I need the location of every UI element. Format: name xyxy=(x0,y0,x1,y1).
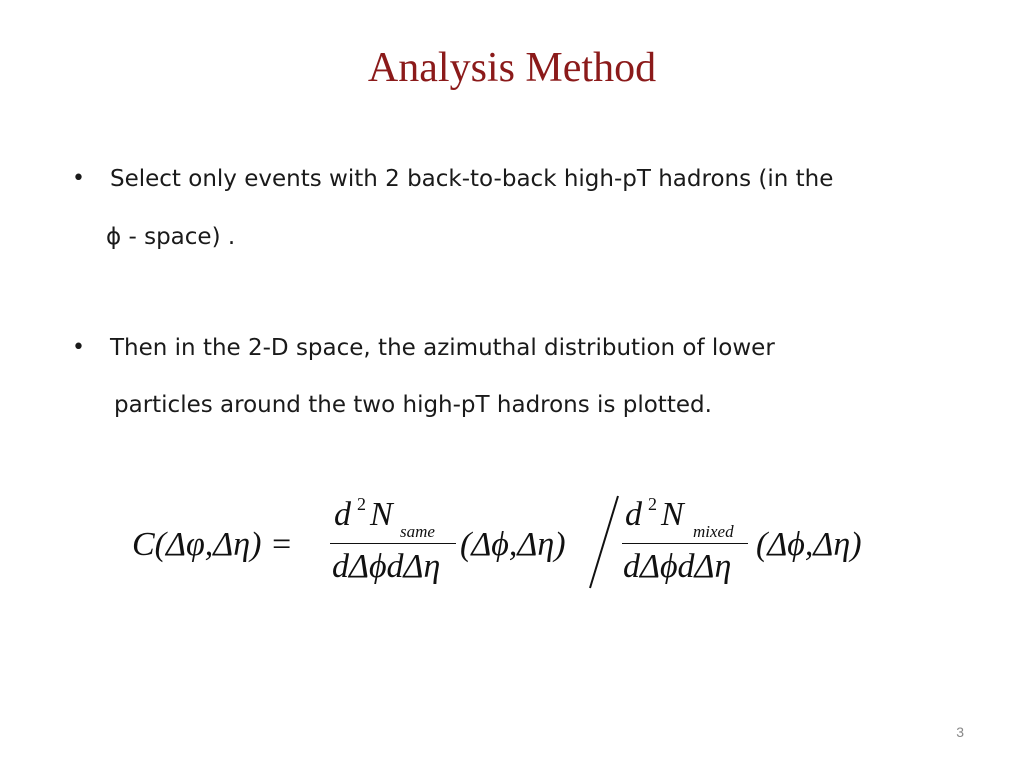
correlation-formula xyxy=(0,490,1024,600)
formula-num2-d: d xyxy=(625,496,642,533)
page-number: 3 xyxy=(956,724,964,740)
bullet-2-line-1: Then in the 2-D space, the azimuthal distribution of lower xyxy=(110,335,775,361)
bullet-1-line-2: ϕ - space) . xyxy=(106,224,236,250)
bullet-2-line-2: particles around the two high-pT hadrons is plotted. xyxy=(114,392,712,418)
fraction-bar-1 xyxy=(330,543,456,544)
bullet-1-line-1: Select only events with 2 back-to-back high-pT hadrons (in the xyxy=(110,166,834,192)
formula-den2: dΔϕdΔη xyxy=(623,548,732,585)
fraction-bar-2 xyxy=(622,543,748,544)
formula-den1: dΔϕdΔη xyxy=(332,548,441,585)
formula-num2-exp: 2 xyxy=(648,494,657,514)
bullet-marker-1: • xyxy=(72,166,85,191)
formula-num1-d: d xyxy=(334,496,351,533)
slide-title: Analysis Method xyxy=(367,45,657,91)
formula-num1-exp: 2 xyxy=(357,494,366,514)
bullet-marker-2: • xyxy=(72,335,85,360)
formula-num1-sub: same xyxy=(400,522,435,541)
division-slash xyxy=(588,494,620,590)
formula-args2: (Δϕ,Δη) xyxy=(756,526,862,563)
formula-num2-sub: mixed xyxy=(693,522,734,541)
formula-num1-N: N xyxy=(370,496,393,533)
formula-num2-N: N xyxy=(661,496,684,533)
formula-args1: (Δϕ,Δη) xyxy=(460,526,566,563)
formula-lhs: C(Δφ,Δη) = xyxy=(132,526,293,563)
